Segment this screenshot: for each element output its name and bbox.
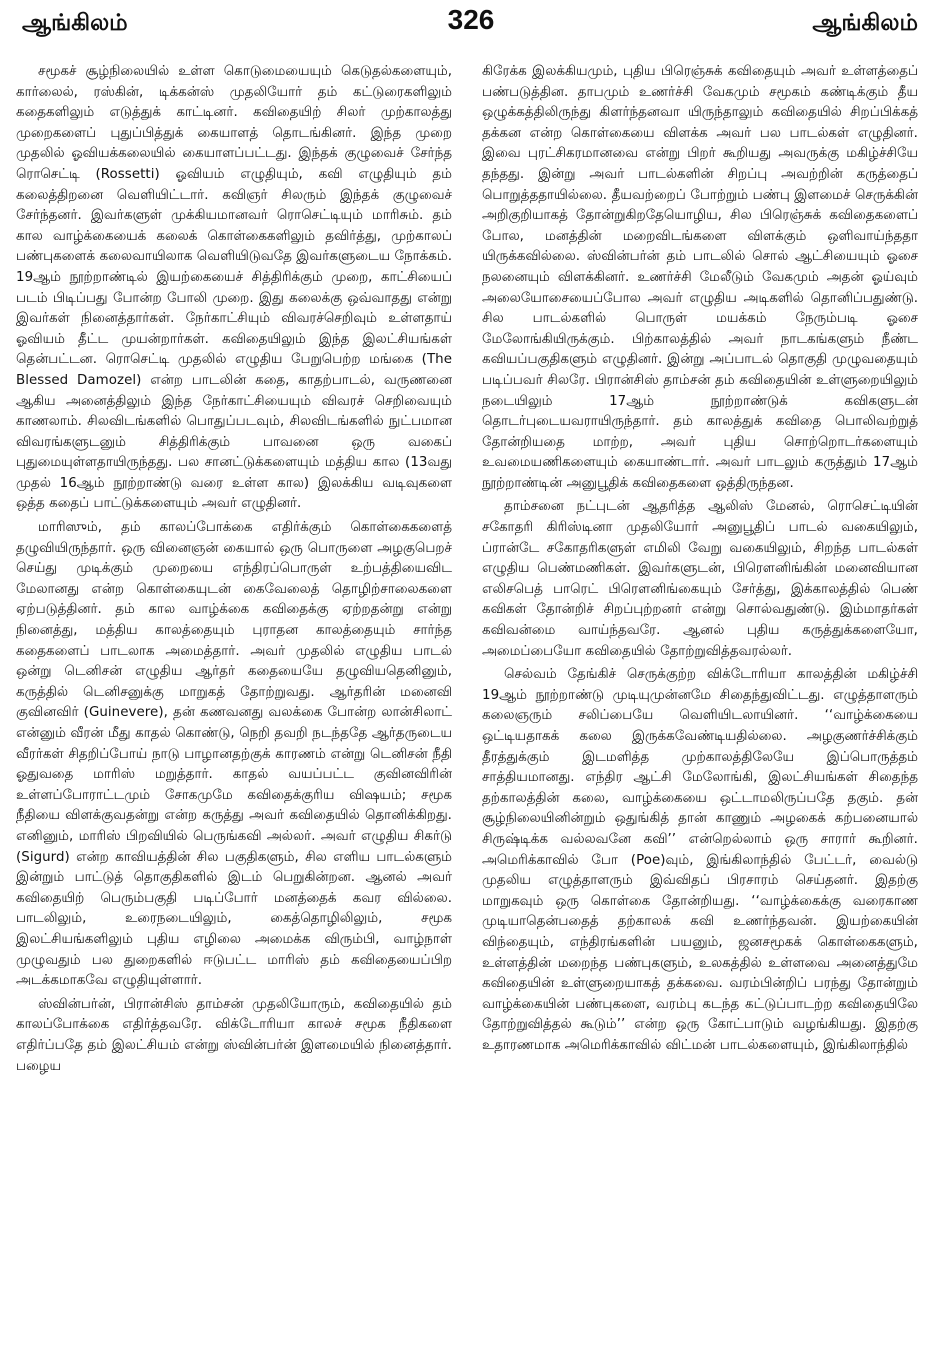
paragraph: சமூகச் சூழ்நிலையில் உள்ள கொடுமையையும் கெடுதல்களையும், கார்லைல், ரஸ்கின், டிக்கன்ஸ் முதலியோர் தம் கட்டுரைகளிலும் கதைகளிலும் எடுத்துக் காட்டினர். கவிதையிற் சிலர் முற்காலத்து முறைகளைப் புதுப்பித்துக் கையாளத் தொடங்கினர். இந்த முறை முதலில் ஓவியக்கலையில் கையாளப்பட்டது. இந்தக் குழுவைச் சேர்ந்த ரொசெட்டி (Rossetti) ஓவியம் எழுதியும், கவி எழுதியும் தம் கலைத்திறனை வெளியிட்டார். கவிஞர் சிலரும் இந்தக் குழுவைச் சேர்ந்தனர். இவர்களுள் முக்கியமானவர் ரொசெட்டியும் மாரிசும். தம் கால வாழ்க்கையைக் கலைக் கொள்கைகளிலும் தவிர்த்து, முற்காலப் பண்புகளைக் கலைவாயிலாக வெளியிடுவதே இவர்களுடைய நோக்கம். 19ஆம் நூற்றாண்டில் இயற்கையைச் சித்திரிக்கும் முறை, காட்சியைப் படம் பிடிப்பது போன்ற போலி முறை. இது கலைக்கு ஒவ்வாதது என்று இவர்கள் நினைத்தார்கள். நேர்காட்சியும் விவரச்செறிவும் உள்ளதாய் ஓவியம் தீட்ட முயன்றார்கள். கவிதையிலும் இந்த இலட்சியங்கள் தென்பட்டன. ரொசெட்டி முதலில் எழுதிய பேறுபெற்ற மங்கை (The Blessed Damozel) என்ற பாடலின் கதை, காதற்பாடல், வருணனை ஆகிய அனைத்திலும் இந்த நேர்காட்சியையும் விவரச் செறிவையும் காணலாம். சிலவிடங்களில் பொதுப்படவும், சிலவிடங்களில் நுட்பமான விவரங்களுடனும் சித்திரிக்கும் பாவனை ஒரு வகைப் புதுமையுள்ளதாயிருந்தது. பல சானட்டுக்களையும் மத்திய கால (13வது முதல் 16ஆம் நூற்றாண்டு வரை உள்ள கால) இலக்கிய வடிவுகளை ஒத்த கதைப் பாட்டுக்களையும் அவர் எழுதினர். bbox=[16, 64, 452, 512]
page-number: 326 bbox=[447, 4, 495, 35]
paragraph: செல்வம் தேங்கிச் செருக்குற்ற விக்டோரியா காலத்தின் மகிழ்ச்சி 19ஆம் நூற்றாண்டு முடியுமுன்னமே சிதைந்துவிட்டது. எழுத்தாளரும் கலைஞரும் சலிப்பையே வெளியிடலாயினர். ‘‘வாழ்க்கையை ஒட்டியதாகக் கலை இருக்கவேண்டியதில்லை. அழகுணர்ச்சிக்கும் தீரத்துக்கும் இடமளித்த முற்காலத்திலேயே இப்பொருத்தம் சாத்தியமானது. எந்திர ஆட்சி மேலோங்கி, இலட்சியங்கள் சிதைந்த தற்காலத்தின் கலை, வாழ்க்கையை ஒட்டாமலிருப்பதே தகும். தன் சூழ்நிலையினின்றும் ஒதுங்கித் தான் காணும் அழகைக் கற்பனையால் சிருஷ்டிக்க வல்லவனே கவி’’ என்றெல்லாம் ஒரு சாரார் கூறினர். அமெரிக்காவில் போ (Poe)வும், இங்கிலாந்தில் பேட்டர், வைல்டு முதலிய எழுத்தாளரும் இவ்விதப் பிரசாரம் செய்தனர். இதற்கு மாறுகவும் ஒரு கொள்கை தோன்றியது. ‘‘வாழ்க்கைக்கு வரைகாண முடியாதென்பதைத் தற்காலக் கவி உணர்ந்தவன். இயற்கையின் விந்தையும், எந்திரங்களின் பயனும், ஜனசமூகக் கொள்கைகளும், உள்ளத்தின் மறைந்த பண்புகளும், உலகத்தில் உள்ளவை அனைத்துமே கவிதையின் உள்ளுறையாகத் தக்கவை. வரம்பின்றிப் பரந்து தோன்றும் வாழ்க்கையின் பண்புகளை, வரம்பு கடந்த கட்டுப்பாடற்ற கவிதையிலே தோற்றுவித்தல் கூடும்’’ என்ற ஒரு கோட்பாடும் வழங்கியது. இதற்கு உதாரணமாக அமெரிக்காவில் விட்மன் பாடல்களையும், இங்கிலாந்தில் bbox=[482, 667, 918, 1053]
right-text-column bbox=[482, 62, 918, 1354]
paragraph: கிரேக்க இலக்கியமும், புதிய பிரெஞ்சுக் கவிதையும் அவர் உள்ளத்தைப் பண்படுத்தின. தாபமும் உணர்ச்சி வேகமும் சமூகம் கண்டிக்கும் தீய ஒழுக்கத்திலிருந்து கிளர்ந்தனவா யிருந்தாலும் கவிதையில் சிறப்பிக்கத் தக்கன என்ற கொள்கையை விளக்க அவர் பல பாடல்கள் எழுதினர். இவை புரட்சிகரமானவை என்று பிறர் கூறியது அவருக்கு மகிழ்ச்சியே தந்தது. இன்று அவர் பாடல்களின் சிறப்பு அவற்றின் கருத்தைப் பொறுத்ததாயில்லை. தீயவற்றைப் போற்றும் பண்பு இளமைச் செருக்கின் அறிகுறியாகத் தோன்றுகிறதேயொழிய, சில பிரெஞ்சுக் கவிதைகளைப் போல, மனத்தின் மறைவிடங்களை விளக்கும் ஒளிவாய்ந்ததா யிருக்கவில்லை. ஸ்வின்பர்ன் தம் பாடலில் சொல் ஆட்சியையும் ஓசை நலனையும் விளக்கினர். உணர்ச்சி மேலீடும் வேகமும் அதன் ஓய்வும் அலையோசையைப்போல அவர் எழுதிய அடிகளில் தொனிப்பதுண்டு. சில பாடல்களில் பொருள் மயக்கம் நேரும்படி ஓசை மேலோங்கியிருக்கும். பிற்காலத்தில் அவர் நாடகங்களும் நீண்ட கவியப்பகுதிகளும் எழுதினர். இன்று அப்பாடல் தொகுதி முழுவதையும் படிப்பவர் சிலரே. பிரான்சிஸ் தாம்சன் தம் கவிதையின் உள்ளுறையிலும் நடையிலும் 17ஆம் நூற்றாண்டுக் கவிகளுடன் தொடர்புடையவராயிருந்தார். தம் காலத்துக் கவிதை பொலிவற்றுத் தோன்றியதை மாற்ற, அவர் புதிய சொற்றொடர்களையும் உவமையணிகளையும் கையாண்டார். அவர் பாடலும் கருத்தும் 17ஆம் நூற்றாண்டின் அனுபூதிக் கவிதைகளை ஒத்திருந்தன. bbox=[482, 64, 918, 491]
paragraph: மாரிஸும், தம் காலப்போக்கை எதிர்க்கும் கொள்கைகளைத் தழுவியிருந்தார். ஒரு வினைஞன் கையால் ஒரு பொருளை அழகுபெறச் செய்து முடிக்கும் முறையை எந்திரப்பொருள் உற்பத்தியைவிட மேலானது என்ற கொள்கையுடன் கைவேலைத் தொழிற்சாலைகளை ஏற்படுத்தினர். தம் கால வாழ்க்கை கவிதைக்கு ஏற்றதன்று என்று நினைத்து, மத்திய காலத்தையும் புராதன காலத்தையும் சார்ந்த கதைகளைப் பாடலாக அமைத்தார். அவர் முதலில் எழுதிய பாடல் ஒன்று டெனிசன் எழுதிய ஆர்தர் கதையையே தழுவியதெனினும், கருத்தில் டெனிசனுக்கு மாறுகத் தோற்றுவது. ஆர்தரின் மனைவி குவினவிர் (Guinevere), தன் கணவனது வலக்கை போன்ற லான்சிலாட் என்னும் வீரன் மீது காதல் கொண்டு, நெறி தவறி நடந்ததே ஆர்தருடைய வீரர்கள் சிதறிப்போய் நாடு பாழானதற்குக் காரணம் என்று டெனிசன் நீதி ஓதுவதை மாரிஸ் மறுத்தார். காதல் வயப்பட்ட குவினவிரின் உள்ளப்போராட்டமும் சோகமுமே கவிதைக்குரிய விஷயம்; சமூக நீதியை விளக்குவதன்று என்ற கருத்து அவர் கவிதையில் தொனிக்கிறது. எனினும், மாரிஸ் பிறவியில் பெருங்கவி அல்லர். அவர் எழுதிய சிகர்டு (Sigurd) என்ற காவியத்தின் சில பகுதிகளும், சில எளிய பாடல்களும் இன்றும் பாட்டுத் தொகுதிகளில் இடம் பெறுகின்றன. ஆனல் அவர் கவிதையிற் பெரும்பகுதி படிப்போர் மனத்தைக் கவர வில்லை. பாடலிலும், உரைநடையிலும், கைத்தொழிலிலும், சமூக இலட்சியங்களிலும் புதிய எழிலை அமைக்க விரும்பி, வாழ்நாள் முழுவதும் பல துறைகளில் ஈடுபட்ட மாரிஸ் தம் கவிதையைப்பிற அடக்கமாகவே எழுதியுள்ளார். bbox=[16, 520, 452, 989]
paragraph: தாம்சனை நட்புடன் ஆதரித்த ஆலிஸ் மேனல், ரொசெட்டியின் சகோதரி கிரிஸ்டினா முதலியோர் அனுபூதிப் பாடல் வகையிலும், ப்ரான்டே சகோதரிகளுள் எமிலி வேறு வகையிலும், சிறந்த பாடல்கள் எழுதிய பெண்மணிகள். இவர்களுடன், பிரௌனிங்கின் மனைவியான எலிசபெத் பாரெட் பிரௌனிங்கையும் சேர்த்து, இக்காலத்தில் பெண் கவிகள் தோன்றிச் சிறப்புற்றனர் என்று சொல்வதுண்டு. இம்மாதர்கள் கவிவன்மை வாய்ந்தவரே. ஆனல் புதிய கருத்துக்களையோ, அமைப்பையோ கவிதையில் தோற்றுவித்தவரல்லர். bbox=[482, 499, 918, 659]
running-head-right: ஆங்கிலம் bbox=[812, 10, 918, 36]
running-head-left: ஆங்கிலம் bbox=[22, 10, 128, 36]
page-header bbox=[0, 0, 942, 54]
left-text-column bbox=[16, 62, 452, 1354]
paragraph: ஸ்வின்பர்ன், பிரான்சிஸ் தாம்சன் முதலியோரும், கவிதையில் தம் காலப்போக்கை எதிர்த்தவரே. விக்டோரியா காலச் சமூக நீதிகளை எதிர்ப்பதே தம் இலட்சியம் என்று ஸ்வின்பர்ன் இளமையில் நினைத்தார். பழைய bbox=[16, 996, 452, 1074]
